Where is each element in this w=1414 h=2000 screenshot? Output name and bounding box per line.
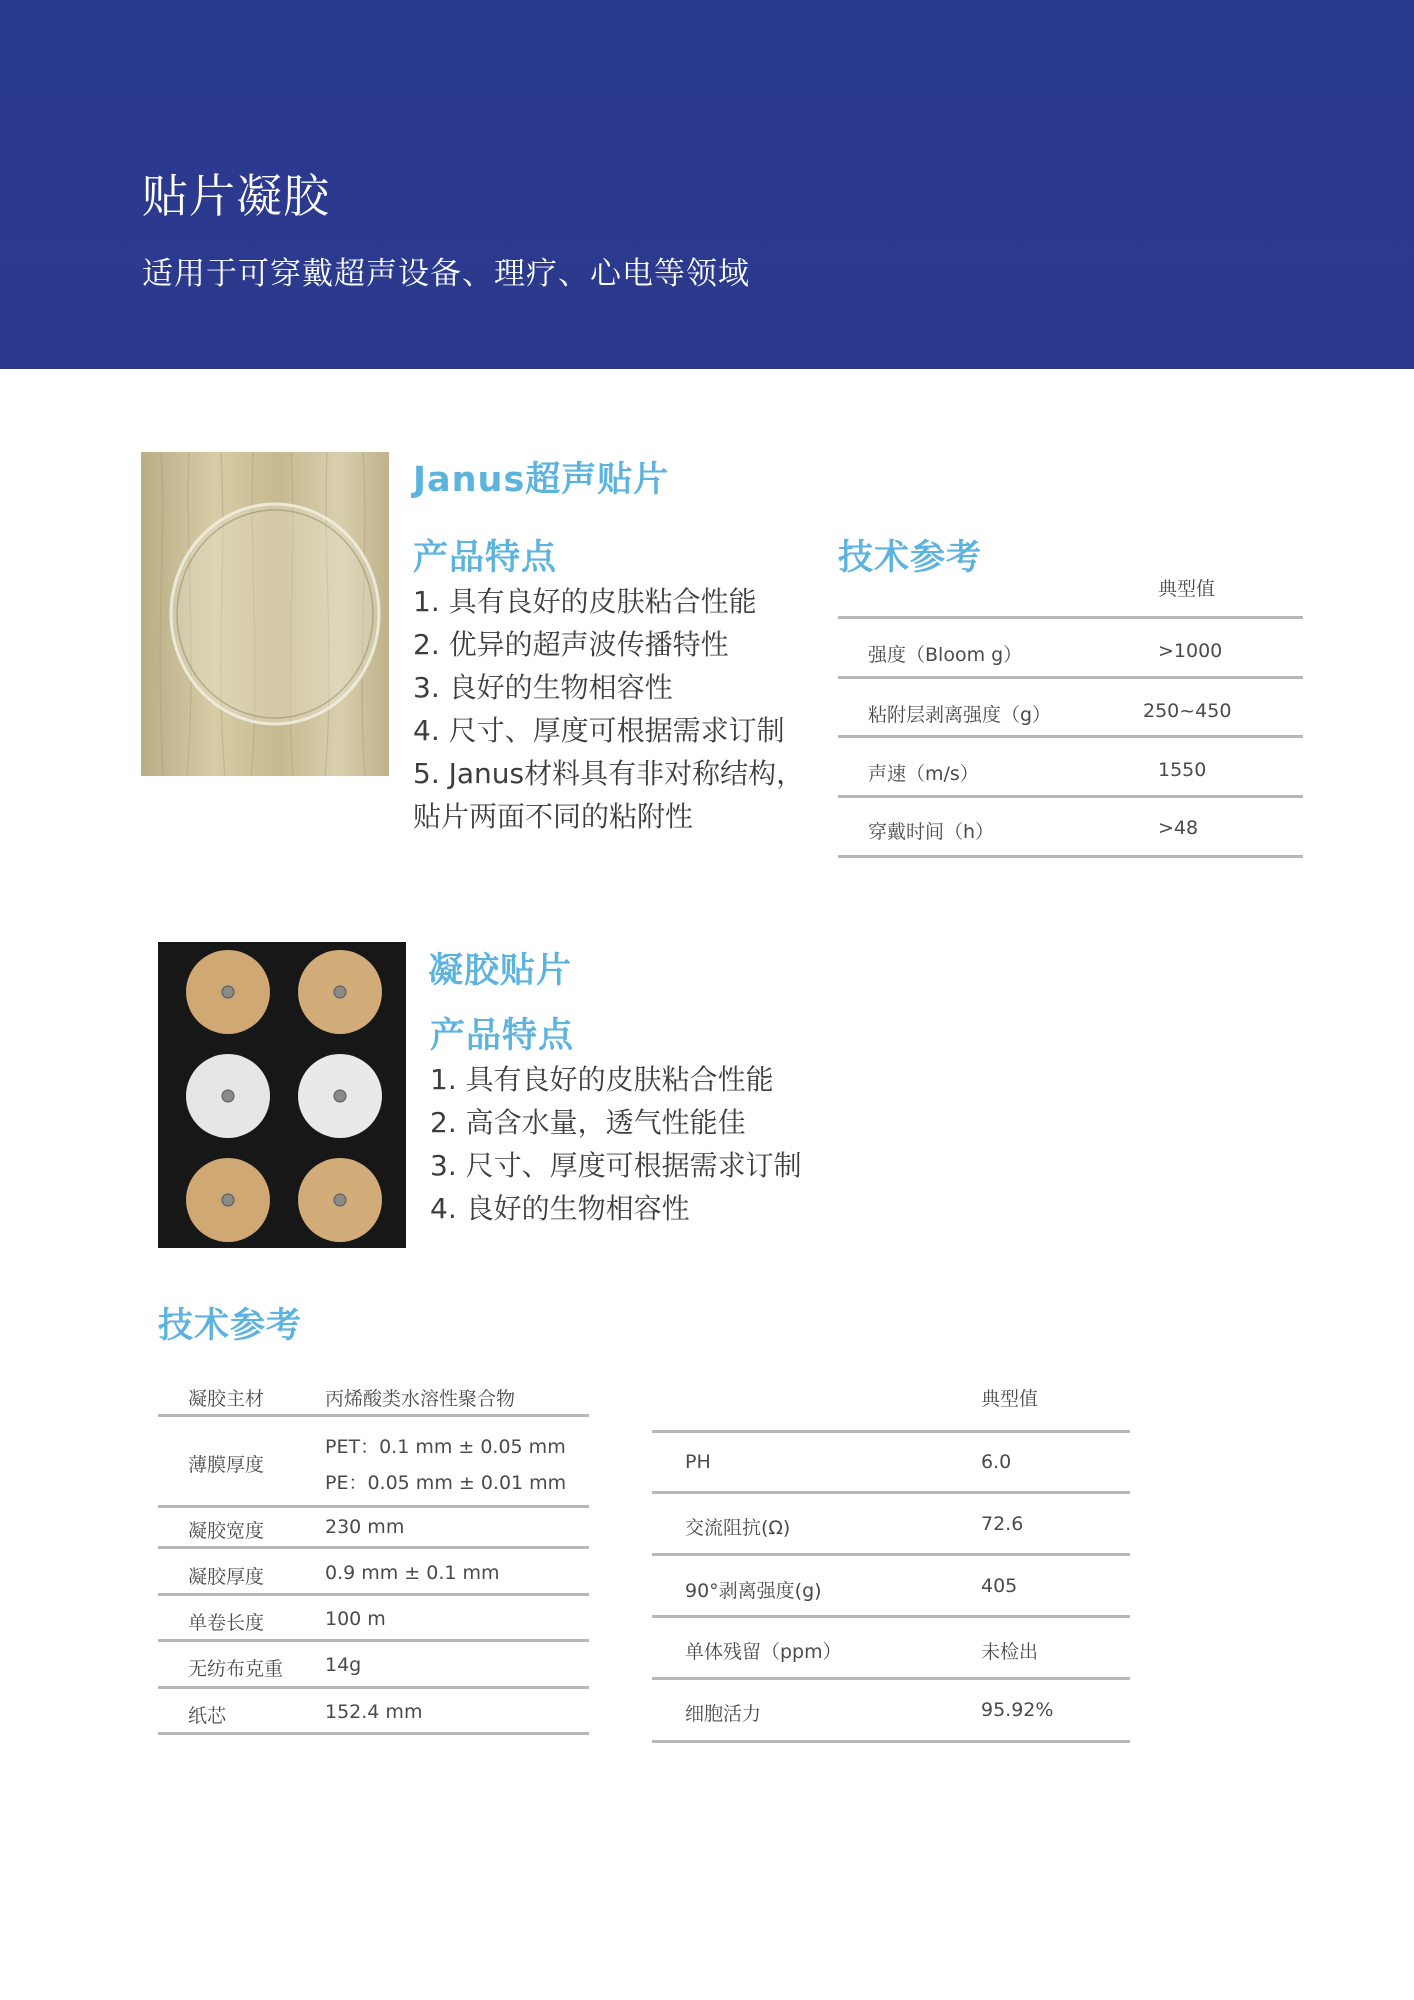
janus-title: Janus超声贴片 bbox=[413, 460, 670, 500]
table-cell-value: >1000 bbox=[1158, 640, 1223, 662]
table-cell-value: 未检出 bbox=[981, 1641, 1039, 1663]
list-item: 贴片两面不同的粘附性 bbox=[413, 800, 694, 833]
divider bbox=[838, 855, 1303, 858]
divider bbox=[838, 795, 1303, 798]
table-cell-label: 凝胶宽度 bbox=[188, 1520, 265, 1542]
list-item: 4. 尺寸、厚度可根据需求订制 bbox=[413, 714, 785, 747]
list-item: 5. Janus材料具有非对称结构， bbox=[413, 757, 805, 790]
divider bbox=[652, 1430, 1130, 1433]
gel-patch-photo bbox=[158, 942, 406, 1248]
table-cell-label: 90°剥离强度(g) bbox=[685, 1580, 822, 1602]
list-item: 1. 具有良好的皮肤粘合性能 bbox=[430, 1063, 774, 1096]
list-item: 3. 良好的生物相容性 bbox=[413, 671, 673, 704]
page-title: 贴片凝胶 bbox=[142, 169, 330, 223]
table-cell-label: PH bbox=[685, 1451, 711, 1473]
list-item: 2. 高含水量，透气性能佳 bbox=[430, 1106, 746, 1139]
divider bbox=[838, 676, 1303, 679]
divider bbox=[158, 1414, 589, 1417]
gel-tech-col-header: 典型值 bbox=[981, 1388, 1039, 1410]
table-cell-label: 凝胶厚度 bbox=[188, 1566, 265, 1588]
table-cell-value: 72.6 bbox=[981, 1513, 1024, 1535]
divider bbox=[158, 1593, 589, 1596]
table-cell-label: 强度（Bloom g） bbox=[868, 644, 1023, 666]
table-cell-label: 交流阻抗(Ω) bbox=[685, 1517, 791, 1539]
table-cell-label: 凝胶主材 bbox=[188, 1388, 265, 1410]
divider bbox=[652, 1615, 1130, 1618]
table-cell-value: 100 m bbox=[325, 1608, 386, 1630]
gel-features-heading: 产品特点 bbox=[430, 1016, 575, 1056]
table-cell-value: 1550 bbox=[1158, 759, 1207, 781]
divider bbox=[838, 616, 1303, 619]
table-cell-value: 230 mm bbox=[325, 1516, 405, 1538]
table-cell-value: PET：0.1 mm ± 0.05 mm bbox=[325, 1436, 566, 1458]
table-cell-label: 单卷长度 bbox=[188, 1612, 265, 1634]
list-item: 3. 尺寸、厚度可根据需求订制 bbox=[430, 1149, 802, 1182]
table-cell-value: 250~450 bbox=[1143, 700, 1232, 722]
header-banner bbox=[0, 0, 1414, 369]
janus-features-heading: 产品特点 bbox=[413, 538, 558, 578]
divider bbox=[158, 1686, 589, 1689]
table-cell-value: 405 bbox=[981, 1575, 1018, 1597]
table-cell-label: 纸芯 bbox=[188, 1705, 227, 1727]
table-cell-value: PE：0.05 mm ± 0.01 mm bbox=[325, 1472, 567, 1494]
list-item: 2. 优异的超声波传播特性 bbox=[413, 628, 729, 661]
table-cell-value: 152.4 mm bbox=[325, 1701, 423, 1723]
table-cell-label: 单体残留（ppm） bbox=[685, 1641, 842, 1663]
janus-tech-heading: 技术参考 bbox=[838, 538, 983, 578]
table-cell-value: 0.9 mm ± 0.1 mm bbox=[325, 1562, 500, 1584]
list-item: 1. 具有良好的皮肤粘合性能 bbox=[413, 585, 757, 618]
janus-features-list bbox=[413, 580, 804, 838]
gel-tech-heading: 技术参考 bbox=[158, 1306, 303, 1346]
table-cell-value: >48 bbox=[1158, 817, 1199, 839]
divider bbox=[158, 1505, 589, 1508]
gel-title: 凝胶贴片 bbox=[428, 951, 573, 991]
janus-tech-col-header: 典型值 bbox=[1158, 578, 1216, 600]
list-item: 4. 良好的生物相容性 bbox=[430, 1192, 690, 1225]
table-cell-label: 声速（m/s） bbox=[868, 763, 979, 785]
gel-features-list bbox=[430, 1058, 802, 1230]
table-cell-value: 丙烯酸类水溶性聚合物 bbox=[325, 1388, 516, 1410]
divider bbox=[158, 1639, 589, 1642]
divider bbox=[652, 1740, 1130, 1743]
page-subtitle: 适用于可穿戴超声设备、理疗、心电等领域 bbox=[142, 256, 750, 292]
table-cell-value: 95.92% bbox=[981, 1699, 1054, 1721]
table-cell-label: 无纺布克重 bbox=[188, 1658, 284, 1680]
table-cell-label: 穿戴时间（h） bbox=[868, 821, 995, 843]
divider bbox=[158, 1546, 589, 1549]
divider bbox=[652, 1553, 1130, 1556]
divider bbox=[652, 1491, 1130, 1494]
janus-patch-photo bbox=[141, 452, 389, 776]
table-cell-label: 粘附层剥离强度（g） bbox=[868, 704, 1052, 726]
table-cell-value: 6.0 bbox=[981, 1451, 1012, 1473]
divider bbox=[158, 1732, 589, 1735]
table-cell-value: 14g bbox=[325, 1654, 362, 1676]
divider bbox=[838, 735, 1303, 738]
table-cell-label: 细胞活力 bbox=[685, 1703, 762, 1725]
table-cell-label: 薄膜厚度 bbox=[188, 1454, 265, 1476]
divider bbox=[652, 1677, 1130, 1680]
